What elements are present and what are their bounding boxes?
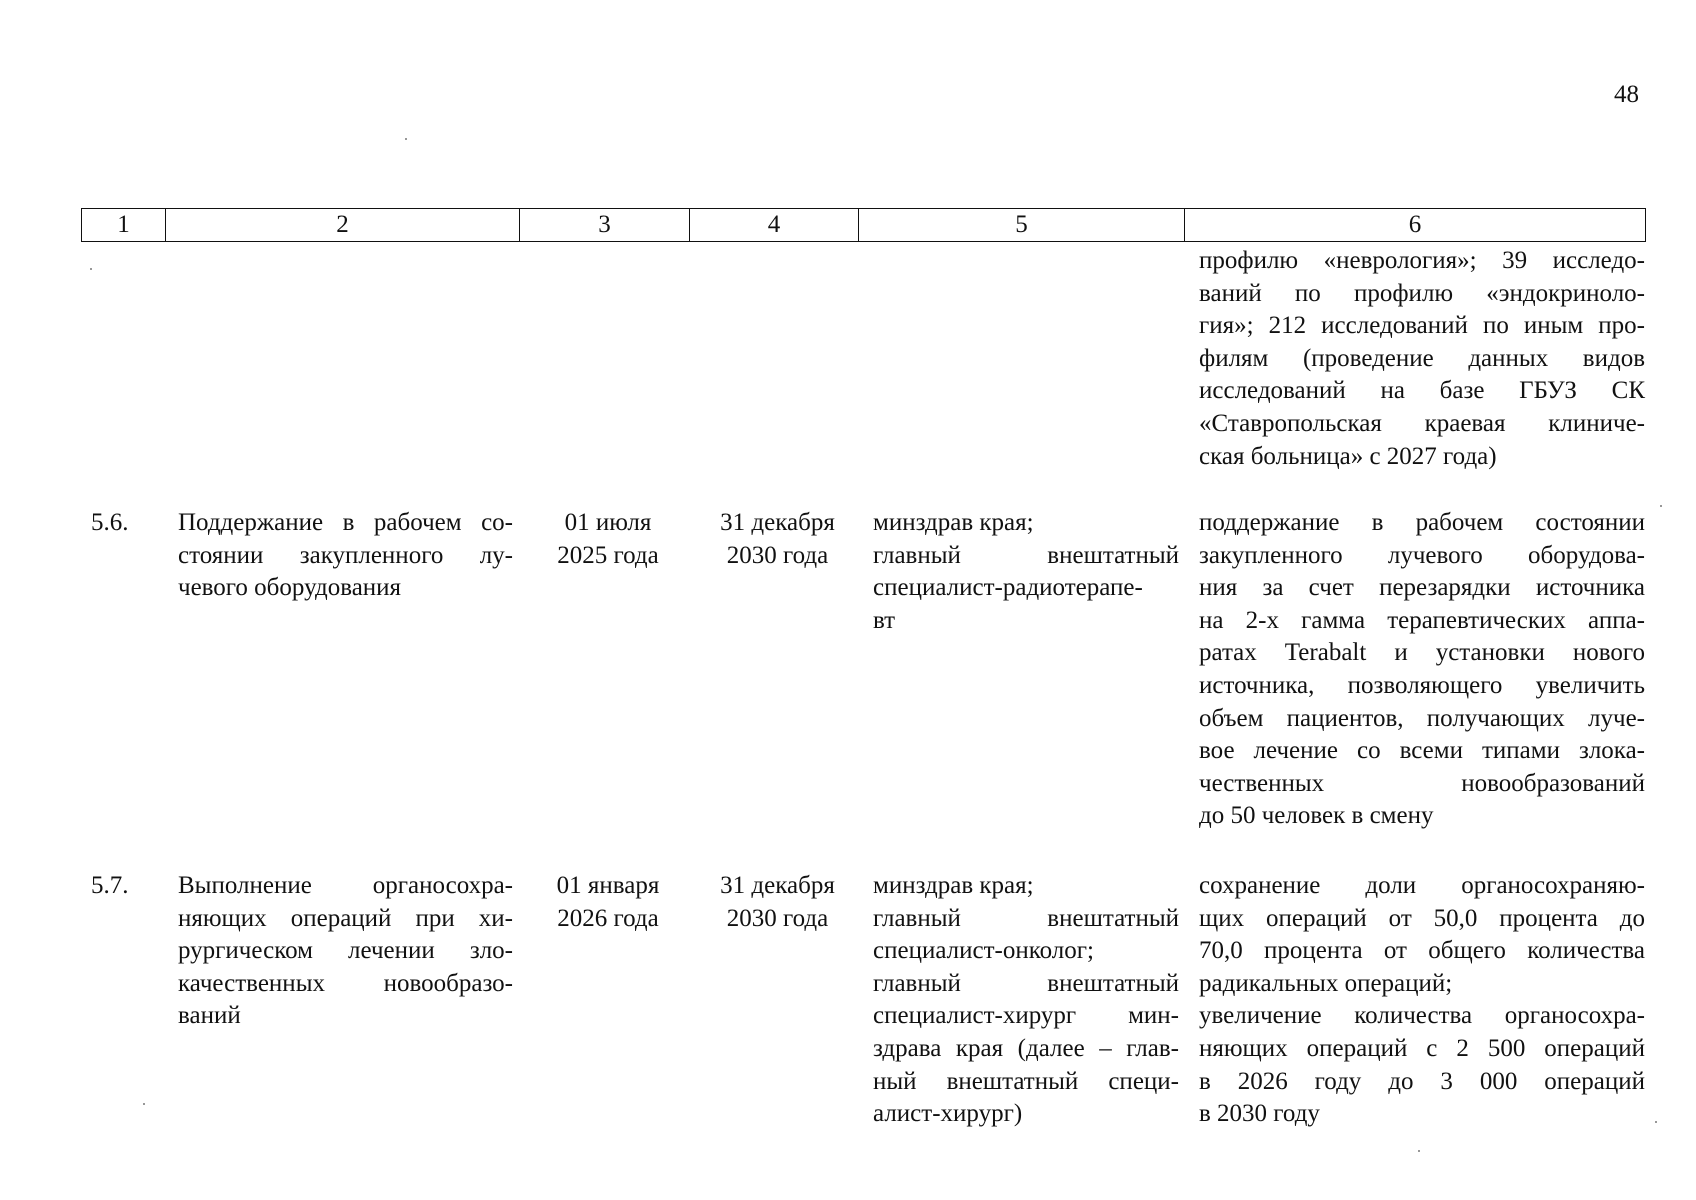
responsible-line: специалист-радиотерапе-	[873, 574, 1143, 602]
responsible-line: ный внештатный специ-	[873, 1067, 1179, 1095]
expected-result-line: в 2030 году	[1199, 1100, 1320, 1128]
page-number: 48	[1614, 81, 1639, 108]
expected-result-line: на 2-х гамма терапевтических аппа-	[1199, 606, 1645, 634]
start-date-line: 01 января	[556, 872, 660, 899]
expected-result-line: чественных новообразований	[1199, 769, 1645, 797]
expected-result	[1199, 870, 1645, 1131]
column-number-6: 6	[1185, 209, 1646, 242]
expected-result-line: до 50 человек в смену	[1199, 802, 1434, 830]
responsible	[873, 507, 1179, 637]
end-date	[693, 870, 862, 935]
event-name	[178, 870, 513, 1033]
column-number-5: 5	[859, 209, 1185, 242]
responsible-line: здрава края (далее – глав-	[873, 1034, 1179, 1062]
event-name-line: няющих операций при хи-	[178, 904, 513, 932]
continuation-line: «Ставропольская краевая клиниче-	[1199, 409, 1645, 437]
end-date-line: 31 декабря	[720, 872, 835, 899]
event-name-line: Выполнение органосохра-	[178, 872, 513, 899]
responsible	[873, 870, 1179, 1131]
column-number-1: 1	[82, 209, 166, 242]
start-date	[523, 507, 693, 572]
scan-speck	[1655, 1121, 1657, 1123]
scan-speck	[143, 1103, 145, 1105]
responsible-line: минздрав края;	[873, 509, 1034, 536]
continuation-line: филям (проведение данных видов	[1199, 344, 1645, 372]
scan-speck	[405, 138, 407, 140]
event-name	[178, 507, 513, 605]
start-date	[523, 870, 693, 935]
event-name-line: качественных новообразо-	[178, 969, 513, 997]
responsible-line: главный внештатный	[873, 904, 1179, 932]
start-date-line: 01 июля	[564, 509, 652, 536]
expected-result-line: в 2026 году до 3 000 операций	[1199, 1067, 1645, 1095]
row-number: 5.6.	[91, 509, 129, 536]
end-date-line: 2030 года	[726, 904, 829, 932]
event-name-line: чевого оборудования	[178, 574, 402, 602]
expected-result-line: сохранение доли органосохраняю-	[1199, 872, 1645, 899]
responsible-line: минздрав края;	[873, 872, 1034, 899]
expected-result-line: ния за счет перезарядки источника	[1199, 574, 1645, 602]
responsible-line: вт	[873, 606, 896, 634]
responsible-line: главный внештатный	[873, 541, 1179, 569]
end-date-line: 31 декабря	[720, 509, 835, 536]
responsible-line: специалист-хирург мин-	[873, 1002, 1179, 1030]
continuation-line: ваний по профилю «эндокриноло-	[1199, 279, 1645, 307]
continuation-line: профилю «неврология»; 39 исследо-	[1199, 247, 1645, 274]
scan-speck	[1418, 1150, 1420, 1152]
event-name-line: ваний	[178, 1002, 241, 1030]
expected-result-line: щих операций от 50,0 процента до	[1199, 904, 1645, 932]
expected-result-line: объем пациентов, получающих луче-	[1199, 704, 1645, 732]
responsible-line: специалист-онколог;	[873, 937, 1094, 965]
event-name-line: стоянии закупленного лу-	[178, 541, 513, 569]
column-number-header	[81, 208, 1646, 242]
start-date-line: 2025 года	[557, 541, 659, 569]
event-name-line: рургическом лечении зло-	[178, 937, 513, 965]
scan-speck	[1660, 505, 1662, 507]
expected-result-line: вое лечение со всеми типами злока-	[1199, 737, 1645, 765]
scan-speck	[90, 268, 92, 270]
column-number-4: 4	[690, 209, 859, 242]
continuation-line: ская больница» с 2027 года)	[1199, 442, 1497, 470]
column-number-2: 2	[166, 209, 520, 242]
row-number: 5.7.	[91, 872, 129, 899]
continuation-col6	[1199, 245, 1645, 473]
expected-result-line: закупленного лучевого оборудова-	[1199, 541, 1645, 569]
expected-result-line: источника, позволяющего увеличить	[1199, 671, 1645, 699]
continuation-line: исследований на базе ГБУЗ СК	[1199, 377, 1645, 405]
column-number-3: 3	[520, 209, 690, 242]
continuation-line: гия»; 212 исследований по иным про-	[1199, 312, 1645, 340]
start-date-line: 2026 года	[557, 904, 659, 932]
expected-result-line: 70,0 процента от общего количества	[1199, 937, 1645, 965]
expected-result-line: увеличение количества органосохра-	[1199, 1002, 1645, 1030]
responsible-line: главный внештатный	[873, 969, 1179, 997]
expected-result-line: няющих операций с 2 500 операций	[1199, 1034, 1645, 1062]
responsible-line: алист-хирург)	[873, 1100, 1023, 1128]
expected-result-line: радикальных операций;	[1199, 969, 1453, 997]
expected-result	[1199, 507, 1645, 833]
expected-result-line: поддержание в рабочем состоянии	[1199, 509, 1645, 536]
end-date	[693, 507, 862, 572]
event-name-line: Поддержание в рабочем со-	[178, 509, 513, 536]
end-date-line: 2030 года	[726, 541, 829, 569]
expected-result-line: ратах Terabalt и установки нового	[1199, 639, 1645, 667]
